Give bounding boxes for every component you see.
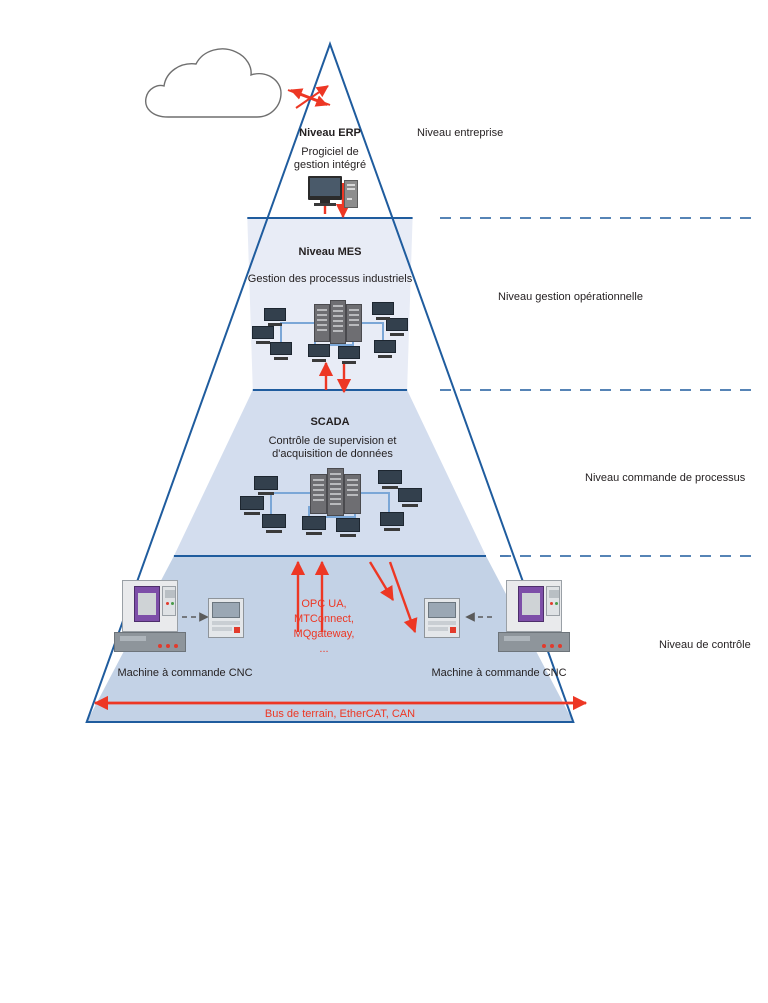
side-label-process: Niveau commande de processus <box>585 472 746 484</box>
level-subtitle-erp-line2: gestion intégré <box>293 159 367 171</box>
cnc-machine-icon-right <box>498 580 570 658</box>
server-network-icon-scada <box>240 468 430 540</box>
cloud-icon <box>146 49 281 117</box>
protocol-label-line2: MTConnect, <box>294 613 354 625</box>
protocol-label-line4: ... <box>319 643 329 655</box>
hmi-panel-icon-right <box>424 598 460 638</box>
level-subtitle-scada-line2: d'acquisition de données <box>272 448 393 460</box>
hmi-panel-icon-left <box>208 598 244 638</box>
level-subtitle-mes: Gestion des processus industriels <box>247 273 413 285</box>
machine-label-left: Machine à commande CNC <box>117 667 253 679</box>
machine-label-right: Machine à commande CNC <box>431 667 567 679</box>
side-label-enterprise: Niveau entreprise <box>417 127 504 139</box>
protocol-label-line3: MQgateway, <box>293 628 355 640</box>
desktop-computer-icon <box>308 176 358 208</box>
level-subtitle-erp-line1: Progiciel de <box>301 146 359 158</box>
level-title-erp: Niveau ERP <box>299 127 361 139</box>
level-title-scada: SCADA <box>310 416 350 428</box>
level-divider-dashes <box>440 218 760 556</box>
side-label-control: Niveau de contrôle <box>659 639 751 651</box>
side-label-operational: Niveau gestion opérationnelle <box>498 291 643 303</box>
fieldbus-label: Bus de terrain, EtherCAT, CAN <box>264 708 416 720</box>
level-subtitle-scada-line1: Contrôle de supervision et <box>268 435 397 447</box>
protocol-label-line1: OPC UA, <box>301 598 347 610</box>
server-network-icon-mes <box>252 300 412 368</box>
level-title-mes: Niveau MES <box>298 246 362 258</box>
cnc-machine-icon-left <box>114 580 186 658</box>
